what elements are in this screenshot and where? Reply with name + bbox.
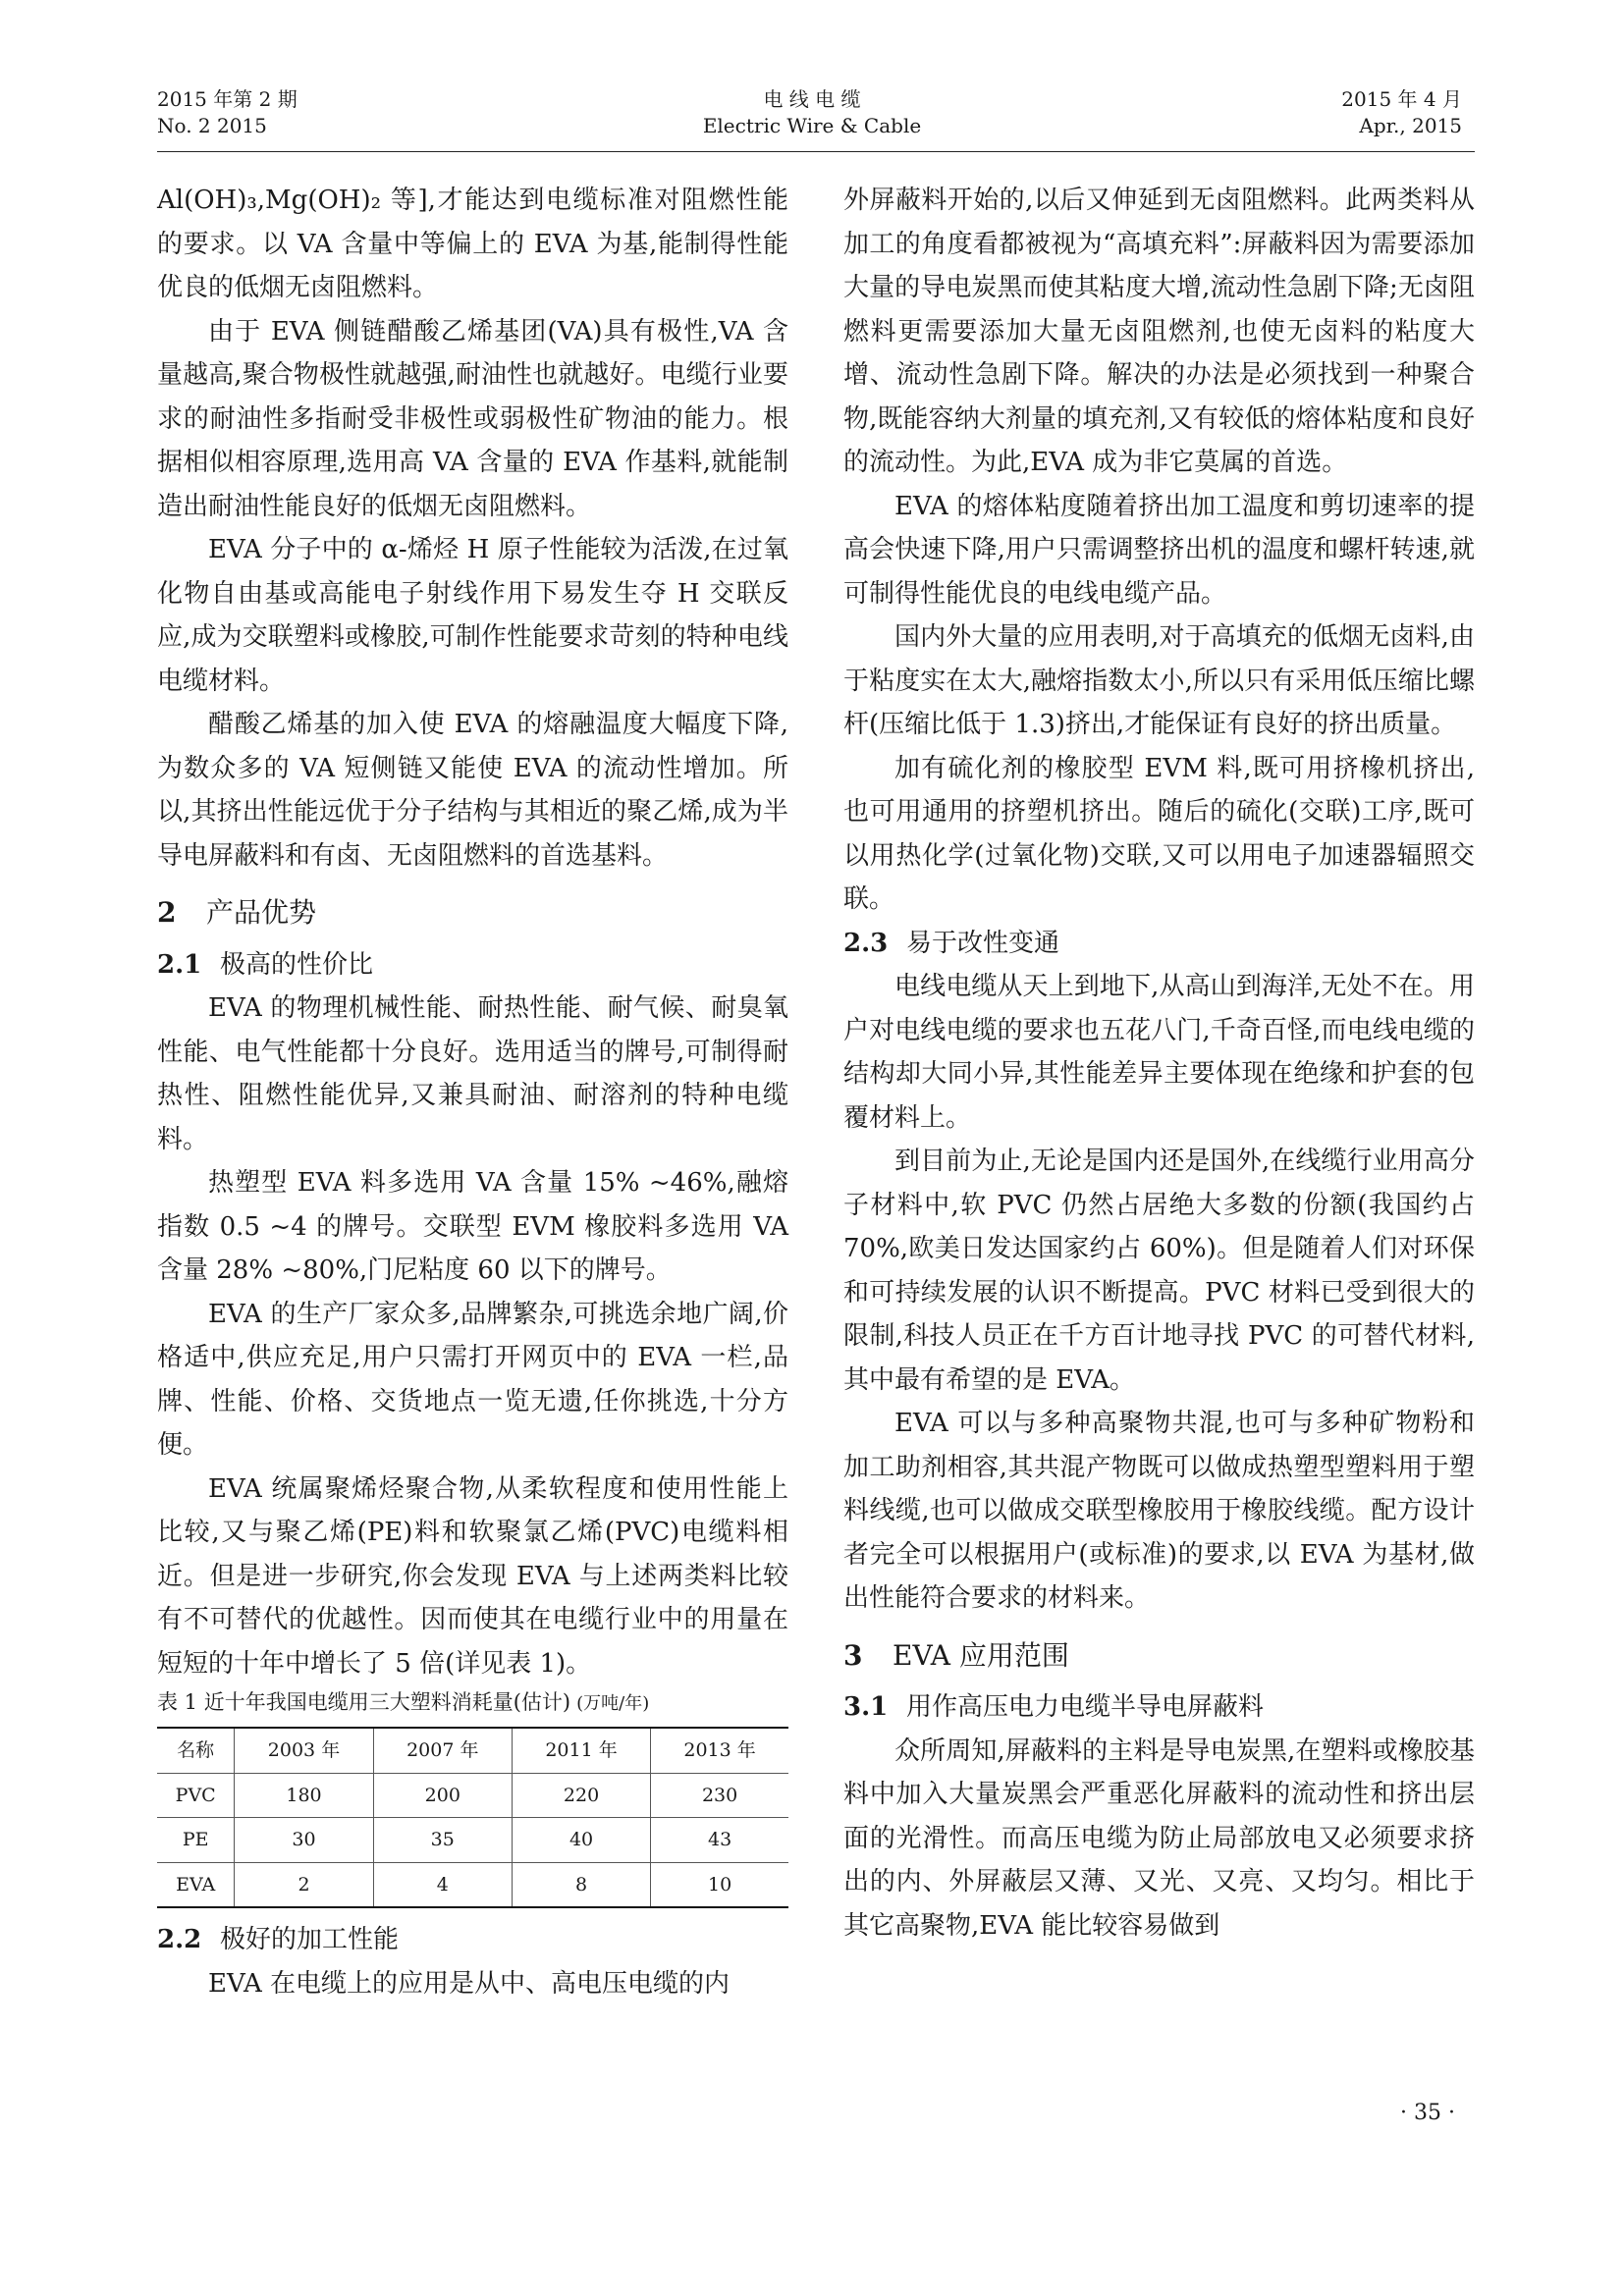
paragraph: EVA 的熔体粘度随着挤出加工温度和剪切速率的提高会快速下降,用户只需调整挤出机的温度和螺杆转速,就可制得性能优良的电线电缆产品。 xyxy=(843,491,1475,609)
subsection-title: 极高的性价比 xyxy=(220,949,374,980)
subsection-title: 用作高压电力电缆半导电屏蔽料 xyxy=(906,1692,1265,1722)
table-cell: 10 xyxy=(651,1862,788,1907)
subsection-number: 2.1 xyxy=(157,949,202,980)
paragraph: 到目前为止,无论是国内还是国外,在线缆行业用高分子材料中,软 PVC 仍然占居绝大多数的份额(我国约占 70%,欧美日发达国家约占 60%)。但是随着人们对环保和可持续发展的认识不断提高。PVC 材料已受到很大的限制,科技人员正在千方百计地寻找 PVC 的可替代材料,其中最有希望的是 EVA。 xyxy=(843,1147,1475,1395)
section-heading-3 xyxy=(843,1634,1475,1679)
paragraph: 众所周知,屏蔽料的主料是导电炭黑,在塑料或橡胶基料中加入大量炭黑会严重恶化屏蔽料的流动性和挤出层面的光滑性。而高压电缆为防止局部放电又必须要求挤出的内、外屏蔽层又薄、又光、又亮、又均匀。相比于其它高聚物,EVA 能比较容易做到 xyxy=(843,1735,1475,1941)
table-cell: PVC xyxy=(175,1784,216,1806)
paragraph: EVA 在电缆上的应用是从中、高电压电缆的内 xyxy=(208,1968,731,1999)
paragraph: EVA 的生产厂家众多,品牌繁杂,可挑选余地广阔,价格适中,供应充足,用户只需打开网页中的 EVA 一栏,品牌、性能、价格、交货地点一览无遗,任你挑选,十分方便。 xyxy=(157,1299,788,1460)
subsection-number: 3.1 xyxy=(843,1692,889,1722)
table-caption xyxy=(157,1687,788,1719)
section-heading-2 xyxy=(157,891,788,935)
table-cell: PE xyxy=(182,1829,209,1850)
paragraph: Al(OH)₃,Mg(OH)₂ 等],才能达到电缆标准对阻燃性能的要求。以 VA 含量中等偏上的 EVA 为基,能制得性能优良的低烟无卤阻燃料。 xyxy=(157,186,788,302)
table-header-cell: 2013 年 xyxy=(651,1728,788,1773)
table-header-cell: 名称 xyxy=(177,1739,215,1761)
table-caption-text: 表 1 近十年我国电缆用三大塑料消耗量(估计) xyxy=(157,1690,571,1714)
section-number: 3 xyxy=(843,1638,863,1672)
table-cell: 35 xyxy=(373,1818,512,1863)
paragraph: EVA 分子中的 α-烯烃 H 原子性能较为活泼,在过氧化物自由基或高能电子射线作用下易发生夺 H 交联反应,成为交联塑料或橡胶,可制作性能要求苛刻的特种电线电缆材料。 xyxy=(157,535,788,696)
paragraph: 电线电缆从天上到地下,从高山到海洋,无处不在。用户对电线电缆的要求也五花八门,千奇百怪,而电线电缆的结构却大同小异,其性能差异主要体现在绝缘和护套的包覆材料上。 xyxy=(843,972,1475,1133)
journal-title-en: Electric Wire & Cable xyxy=(702,114,922,137)
table-row xyxy=(157,1773,788,1818)
header-rule xyxy=(157,151,1475,152)
table-cell: 2 xyxy=(235,1862,373,1907)
issue-en: No. 2 2015 xyxy=(157,114,267,137)
table-header-row xyxy=(157,1728,788,1773)
table-cell: 220 xyxy=(512,1773,650,1818)
paragraph: 热塑型 EVA 料多选用 VA 含量 15% ~46%,融熔指数 0.5 ~4 的牌号。交联型 EVM 橡胶料多选用 VA 含量 28% ~80%,门尼粘度 60 以下的牌号。 xyxy=(157,1168,788,1285)
paragraph: 国内外大量的应用表明,对于高填充的低烟无卤料,由于粘度实在太大,融熔指数太小,所以只有采用低压缩比螺杆(压缩比低于 1.3)挤出,才能保证有良好的挤出质量。 xyxy=(843,622,1475,739)
issue-cn: 2015 年第 2 期 xyxy=(157,87,298,111)
table-cell: 4 xyxy=(373,1862,512,1907)
table-row xyxy=(157,1862,788,1907)
paragraph: 醋酸乙烯基的加入使 EVA 的熔融温度大幅度下降,为数众多的 VA 短侧链又能使 EVA 的流动性增加。所以,其挤出性能远优于分子结构与其相近的聚乙烯,成为半导电屏蔽料和有卤、无卤阻燃料的首选基料。 xyxy=(157,710,788,871)
page-number: · 35 · xyxy=(1400,2101,1455,2125)
date-cn: 2015 年 4 月 xyxy=(1341,87,1462,111)
subsection-heading-2-1 xyxy=(157,943,788,988)
table-cell: 180 xyxy=(235,1773,373,1818)
table-cell: 200 xyxy=(373,1773,512,1818)
left-column xyxy=(157,179,788,2005)
subsection-heading-3-1 xyxy=(843,1685,1475,1730)
subsection-heading-2-3 xyxy=(843,922,1475,966)
table-header-cell: 2011 年 xyxy=(512,1728,650,1773)
table-cell: 8 xyxy=(512,1862,650,1907)
right-column xyxy=(843,179,1475,1948)
subsection-number: 2.2 xyxy=(157,1925,202,1954)
subsection-title: 易于改性变通 xyxy=(906,928,1060,958)
subsection-number: 2.3 xyxy=(843,928,889,958)
date-en: Apr., 2015 xyxy=(1359,114,1462,137)
journal-title-cn: 电 线 电 缆 xyxy=(763,87,861,111)
table-cell: EVA xyxy=(176,1873,216,1896)
paragraph: EVA 可以与多种高聚物共混,也可与多种矿物粉和加工助剂相容,其共混产物既可以做成热塑型塑料用于塑料线缆,也可以做成交联型橡胶用于橡胶线缆。配方设计者完全可以根据用户(或标准)的要求,以 EVA 为基材,做出性能符合要求的材料来。 xyxy=(843,1409,1475,1613)
table-cell: 30 xyxy=(235,1818,373,1863)
paragraph: 外屏蔽料开始的,以后又伸延到无卤阻燃料。此两类料从加工的角度看都被视为“高填充料”:屏蔽料因为需要添加大量的导电炭黑而使其粘度大增,流动性急剧下降;无卤阻燃料更需要添加大量无卤阻燃剂,也使无卤料的粘度大增、流动性急剧下降。解决的办法是必须找到一种聚合物,既能容纳大剂量的填充剂,又有较低的熔体粘度和良好的流动性。为此,EVA 成为非它莫属的首选。 xyxy=(843,186,1475,477)
section-title: EVA 应用范围 xyxy=(893,1638,1069,1672)
table-unit: (万吨/年) xyxy=(576,1693,650,1714)
subsection-title: 极好的加工性能 xyxy=(220,1925,400,1954)
section-title: 产品优势 xyxy=(206,896,317,929)
consumption-table xyxy=(157,1727,788,1908)
subsection-heading-2-2 xyxy=(157,1918,788,1962)
table-cell: 43 xyxy=(651,1818,788,1863)
table-cell: 230 xyxy=(651,1773,788,1818)
table-header-cell: 2003 年 xyxy=(235,1728,373,1773)
paragraph: EVA 统属聚烯烃聚合物,从柔软程度和使用性能上比较,又与聚乙烯(PE)料和软聚氯乙烯(PVC)电缆料相近。但是进一步研究,你会发现 EVA 与上述两类料比较有不可替代的优越性。因而使其在电缆行业中的用量在短短的十年中增长了 5 倍(详见表 1)。 xyxy=(157,1473,788,1679)
table-cell: 40 xyxy=(512,1818,650,1863)
section-number: 2 xyxy=(157,896,177,929)
journal-date xyxy=(1341,86,1462,139)
table-header-cell: 2007 年 xyxy=(373,1728,512,1773)
table-row xyxy=(157,1818,788,1863)
paragraph: 由于 EVA 侧链醋酸乙烯基团(VA)具有极性,VA 含量越高,聚合物极性就越强,耐油性也就越好。电缆行业要求的耐油性多指耐受非极性或弱极性矿物油的能力。根据相似相容原理,选用高 VA 含量的 EVA 作基料,就能制造出耐油性能良好的低烟无卤阻燃料。 xyxy=(157,316,788,521)
paragraph: EVA 的物理机械性能、耐热性能、耐气候、耐臭氧性能、电气性能都十分良好。选用适当的牌号,可制得耐热性、阻燃性能优异,又兼具耐油、耐溶剂的特种电缆料。 xyxy=(157,993,788,1154)
paragraph: 加有硫化剂的橡胶型 EVM 料,既可用挤橡机挤出,也可用通用的挤塑机挤出。随后的硫化(交联)工序,既可以用热化学(过氧化物)交联,又可以用电子加速器辐照交联。 xyxy=(843,753,1475,914)
